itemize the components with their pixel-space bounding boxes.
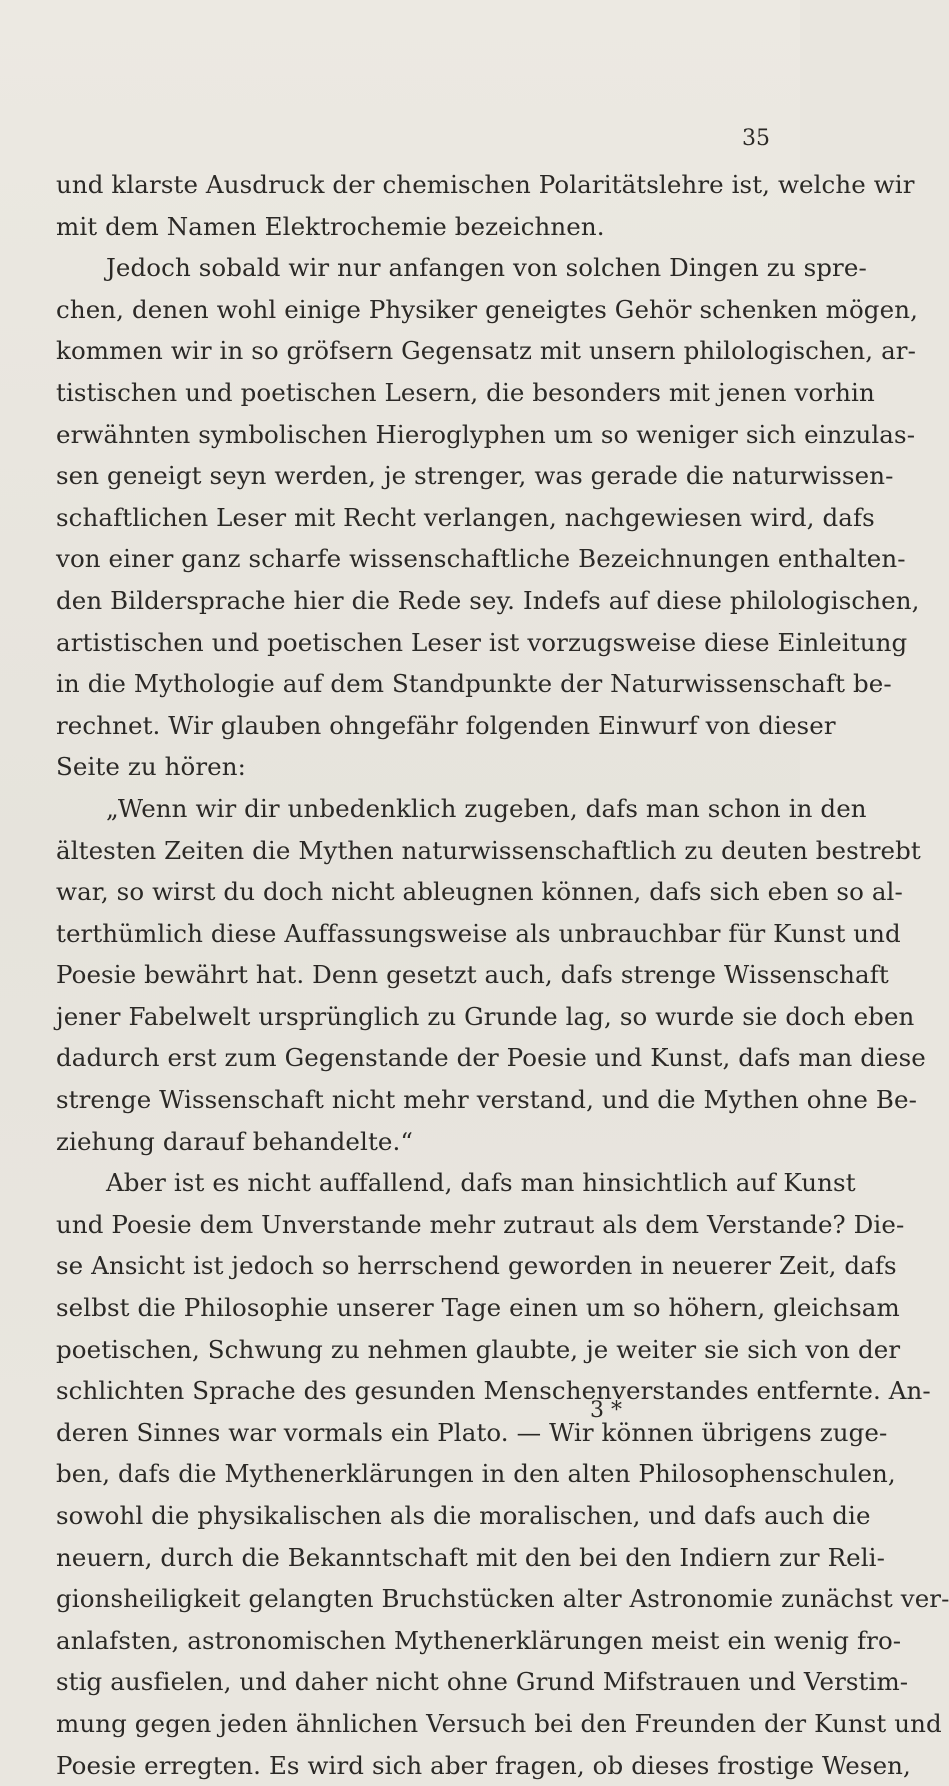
text-line: und Poesie dem Unverstande mehr zutraut als dem Verstande? Die- (56, 1209, 905, 1239)
text-line: sowohl die physikalischen als die moralischen, und dafs auch die (56, 1501, 871, 1530)
text-line: mit dem Namen Elektrochemie bezeichnen. (56, 211, 605, 241)
text-line: strenge Wissenschaft nicht mehr verstand, und die Mythen ohne Be- (56, 1085, 917, 1115)
text-line: von einer ganz scharfe wissenschaftliche Bezeichnungen enthalten- (56, 544, 906, 574)
text-line: chen, denen wohl einige Physiker geneigtes Gehör schenken mögen, (56, 294, 918, 324)
paragraph-start-line: Aber ist es nicht auffallend, dafs man hinsichtlich auf Kunst (106, 1168, 856, 1198)
text-line: Poesie bewährt hat. Denn gesetzt auch, dafs strenge Wissenschaft (56, 960, 889, 990)
text-line: in die Mythologie auf dem Standpunkte der Naturwissenschaft be- (56, 669, 892, 699)
text-line: Poesie erregten. Es wird sich aber fragen, ob dieses frostige Wesen, (56, 1750, 911, 1780)
text-line: jener Fabelwelt ursprünglich zu Grunde lag, so wurde sie doch eben (56, 1001, 915, 1031)
text-line: neuern, durch die Bekanntschaft mit den bei den Indiern zur Reli- (56, 1542, 885, 1572)
signature-mark: 3 * (590, 1398, 622, 1423)
text-line: erwähnten symbolischen Hieroglyphen um so weniger sich einzulas- (56, 419, 916, 449)
text-line: und klarste Ausdruck der chemischen Polaritätslehre ist, welche wir (56, 170, 915, 199)
text-line: sen geneigt seyn werden, je strenger, was gerade die naturwissen- (56, 461, 894, 491)
text-line: ziehung darauf behandelte.“ (56, 1126, 414, 1156)
text-line: schlichten Sprache des gesunden Menschenverstandes entfernte. An- (56, 1376, 931, 1406)
text-line: ältesten Zeiten die Mythen naturwissenschaftlich zu deuten bestrebt (56, 835, 921, 865)
text-line: se Ansicht ist jedoch so herrschend geworden in neuerer Zeit, dafs (56, 1251, 897, 1281)
text-line: dadurch erst zum Gegenstande der Poesie und Kunst, dafs man diese (56, 1043, 926, 1073)
text-line: artistischen und poetischen Leser ist vorzugsweise diese Einleitung (56, 627, 908, 657)
text-line: selbst die Philosophie unserer Tage einen um so höhern, gleichsam (56, 1293, 900, 1323)
text-line: poetischen, Schwung zu nehmen glaubte, je weiter sie sich von der (56, 1334, 901, 1364)
body-text (56, 164, 949, 1786)
text-line: terthümlich diese Auffassungsweise als unbrauchbar für Kunst und (56, 918, 901, 948)
text-line: mung gegen jeden ähnlichen Versuch bei den Freunden der Kunst und (56, 1708, 942, 1738)
text-line: rechnet. Wir glauben ohngefähr folgenden Einwurf von dieser (56, 710, 836, 740)
text-line: deren Sinnes war vormals ein Plato. — Wir können übrigens zuge- (56, 1417, 888, 1447)
text-line: stig ausfielen, und daher nicht ohne Grund Mifstrauen und Verstim- (56, 1667, 909, 1697)
text-line: ben, dafs die Mythenerklärungen in den alten Philosophenschulen, (56, 1459, 896, 1489)
text-line: tistischen und poetischen Lesern, die besonders mit jenen vorhin (56, 377, 875, 407)
text-line: schaftlichen Leser mit Recht verlangen, nachgewiesen wird, dafs (56, 502, 875, 532)
text-line: gionsheiligkeit gelangten Bruchstücken alter Astronomie zunächst ver- (56, 1584, 949, 1614)
text-line: den Bildersprache hier die Rede sey. Indefs auf diese philologischen, (56, 585, 920, 615)
text-line: war, so wirst du doch nicht ableugnen können, dafs sich eben so al- (56, 877, 903, 907)
text-line: kommen wir in so gröfsern Gegensatz mit unsern philologischen, ar- (56, 336, 916, 366)
text-line: Seite zu hören: (56, 752, 246, 782)
text-line: anlafsten, astronomischen Mythenerklärungen meist ein wenig fro- (56, 1625, 902, 1655)
quote-start-line: „Wenn wir dir unbedenklich zugeben, dafs man schon in den (106, 793, 867, 823)
page-number: 35 (742, 126, 770, 151)
paragraph-start-line: Jedoch sobald wir nur anfangen von solchen Dingen zu spre- (106, 253, 867, 283)
